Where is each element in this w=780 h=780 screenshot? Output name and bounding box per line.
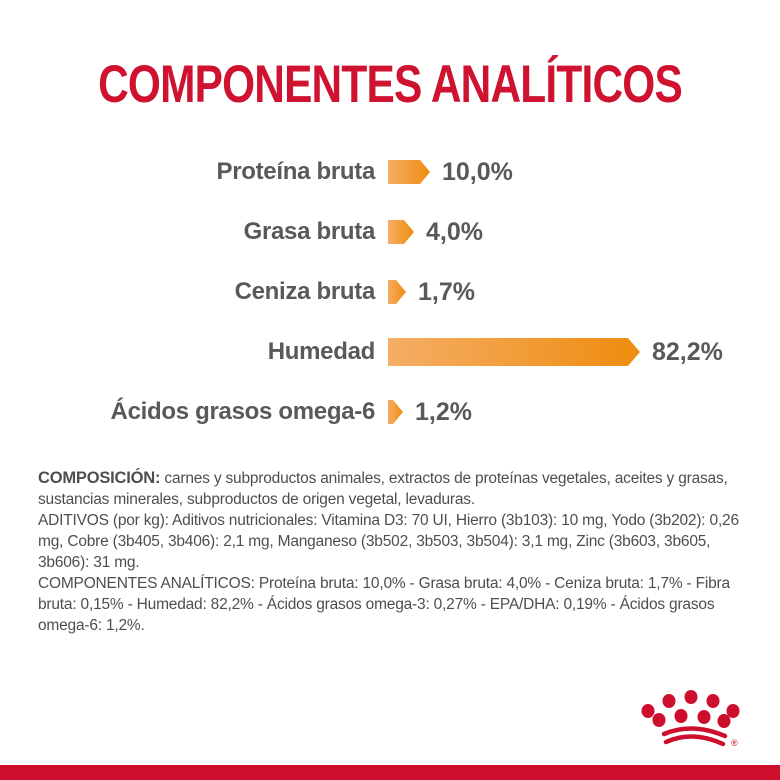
crown-arc-lower [666,736,723,744]
chart-bar [388,160,430,184]
chart-row-ceniza [0,262,780,322]
chart-row-humedad [0,322,780,382]
chart-row-proteina [0,142,780,202]
value-label-proteina: 10,0% [442,157,513,186]
chart-row-grasa [0,202,780,262]
chart-row-omega6 [0,382,780,442]
value-label-humedad: 82,2% [652,337,723,366]
value-label-grasa: 4,0% [426,217,483,246]
category-label-humedad: Humedad [267,338,375,365]
category-label-proteina: Proteína bruta [216,158,375,185]
value-label-ceniza: 1,7% [418,277,475,306]
composicion-label: COMPOSICIÓN: [38,469,161,487]
composicion-paragraph [38,468,754,510]
aditivos-paragraph: ADITIVOS (por kg): Aditivos nutricionales: Vitamina D3: 70 UI, Hierro (3b103): 10 mg, Yodo (3b202): 0,26 mg, Cobre (3b405, 3b406): 2,1 mg, Manganeso (3b502, 3b503, 3b504): 3,1 mg, Zinc (3b603, 3b605, 3b606): 31 mg. [38,512,739,571]
chart-bar [388,280,406,304]
category-label-grasa: Grasa bruta [243,218,375,245]
value-label-omega6: 1,2% [415,397,472,426]
composition-text-block [38,468,754,636]
bottom-red-band [0,765,780,780]
category-label-ceniza: Ceniza bruta [234,278,375,305]
analytical-components-chart [0,142,780,442]
chart-bar [388,220,414,244]
page-title: COMPONENTES ANALÍTICOS [98,54,682,114]
composicion-text: carnes y subproductos animales, extractos de proteínas vegetales, aceites y grasas, sustancias minerales, subproductos de origen vegetal, levaduras. [38,470,728,508]
componentes-paragraph: COMPONENTES ANALÍTICOS: Proteína bruta: 10,0% - Grasa bruta: 4,0% - Ceniza bruta: 1,7% - Fibra bruta: 0,15% - Humedad: 82,2% - Ácidos grasos omega-3: 0,27% - EPA/DHA: 0,19% - Ácidos grasos omega-6: 1,2%. [38,575,730,634]
category-label-omega6: Ácidos grasos omega-6 [110,398,375,425]
registered-mark: ® [731,738,738,748]
chart-bar [388,338,640,366]
royal-canin-crown-logo [628,686,748,752]
chart-bar [388,400,403,424]
